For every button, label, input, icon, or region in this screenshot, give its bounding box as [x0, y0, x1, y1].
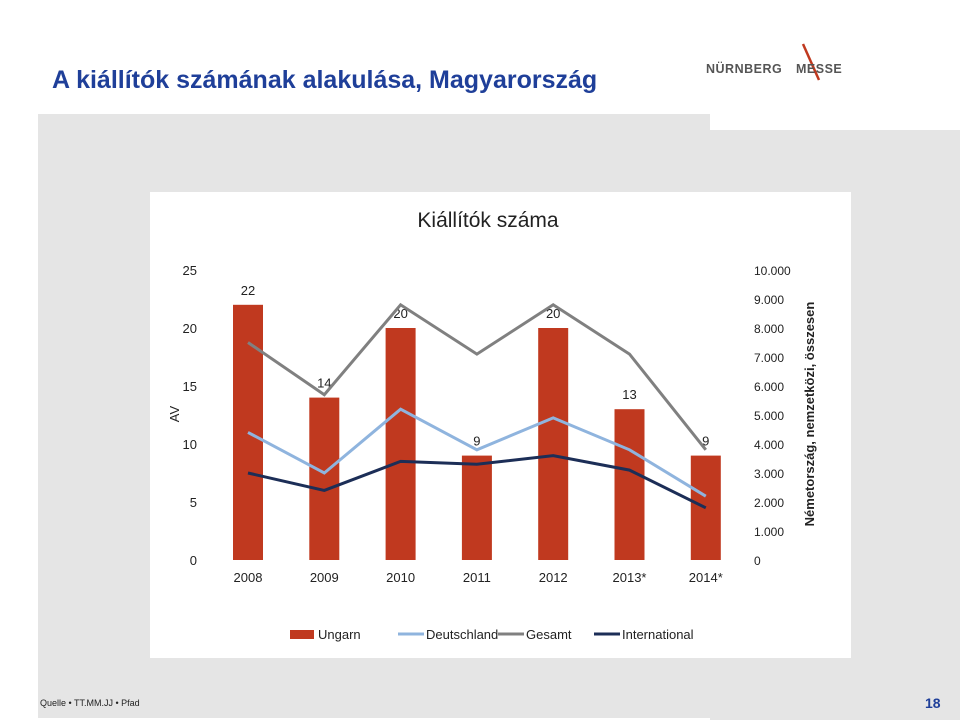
- y-tick-label: 25: [182, 263, 197, 278]
- x-tick-label: 2013*: [612, 570, 647, 585]
- legend-swatch-ungarn: [290, 630, 314, 639]
- y2-tick-label: 7.000: [754, 351, 785, 365]
- bar-2013-est: [615, 409, 645, 560]
- y2-tick-label: 0: [754, 554, 761, 568]
- x-tick-label: 2008: [233, 570, 263, 585]
- x-tick-label: 2014*: [688, 570, 723, 585]
- bar-2009: [309, 398, 339, 560]
- legend-label-ungarn: Ungarn: [318, 627, 361, 642]
- y2-tick-label: 8.000: [754, 322, 785, 336]
- y2-tick-label: 3.000: [754, 467, 785, 481]
- y-tick-label: 0: [189, 553, 197, 568]
- y2-tick-label: 5.000: [754, 409, 785, 423]
- y-tick-label: 20: [182, 321, 197, 336]
- y2-tick-label: 1.000: [754, 525, 785, 539]
- bar-value-label: 14: [317, 375, 332, 391]
- x-axis-ticks: [234, 570, 723, 585]
- y-axis-label: AV: [167, 405, 182, 423]
- y2-axis-label: Németország, nemzetközi, összesen: [802, 301, 817, 527]
- y2-tick-label: 6.000: [754, 380, 785, 394]
- x-tick-label: 2012: [538, 570, 568, 585]
- bar-2012: [538, 328, 568, 560]
- y2-tick-label: 4.000: [754, 438, 785, 452]
- ungarn-bars: [233, 305, 721, 560]
- bar-value-label: 20: [393, 306, 408, 321]
- y2-axis-ticks: [754, 264, 791, 568]
- bar-value-label: 9: [702, 433, 710, 449]
- legend-label-international: International: [622, 627, 694, 642]
- footer-source: Quelle • TT.MM.JJ • Pfad: [40, 698, 140, 708]
- svg-text:NÜRNBERG: NÜRNBERG: [706, 62, 783, 76]
- bar-value-label: 20: [545, 306, 561, 321]
- legend-label-deutschland: Deutschland: [426, 627, 499, 642]
- slide-title: A kiállítók számának alakulása, Magyarország: [52, 66, 598, 94]
- bar-2010: [386, 328, 416, 560]
- y2-tick-label: 10.000: [754, 264, 791, 278]
- y-tick-label: 5: [189, 495, 197, 510]
- bar-value-label: 13: [622, 387, 637, 403]
- y2-tick-label: 2.000: [754, 496, 785, 510]
- y-axis-ticks: [183, 263, 197, 568]
- bar-value-label: 22: [240, 282, 256, 298]
- x-tick-label: 2009: [309, 570, 339, 585]
- x-tick-label: 2010: [386, 570, 416, 585]
- y-tick-label: 10: [182, 437, 197, 452]
- svg-text:MESSE: MESSE: [796, 62, 843, 76]
- x-tick-label: 2011: [462, 570, 491, 585]
- bar-value-label: 9: [473, 433, 481, 449]
- chart-title: Kiállítók száma: [417, 209, 559, 232]
- bar-2011: [462, 456, 492, 560]
- legend: [290, 627, 694, 642]
- y2-tick-label: 9.000: [754, 293, 785, 307]
- legend-label-gesamt: Gesamt: [526, 627, 572, 642]
- y-tick-label: 15: [182, 379, 197, 394]
- page-number: 18: [925, 695, 941, 711]
